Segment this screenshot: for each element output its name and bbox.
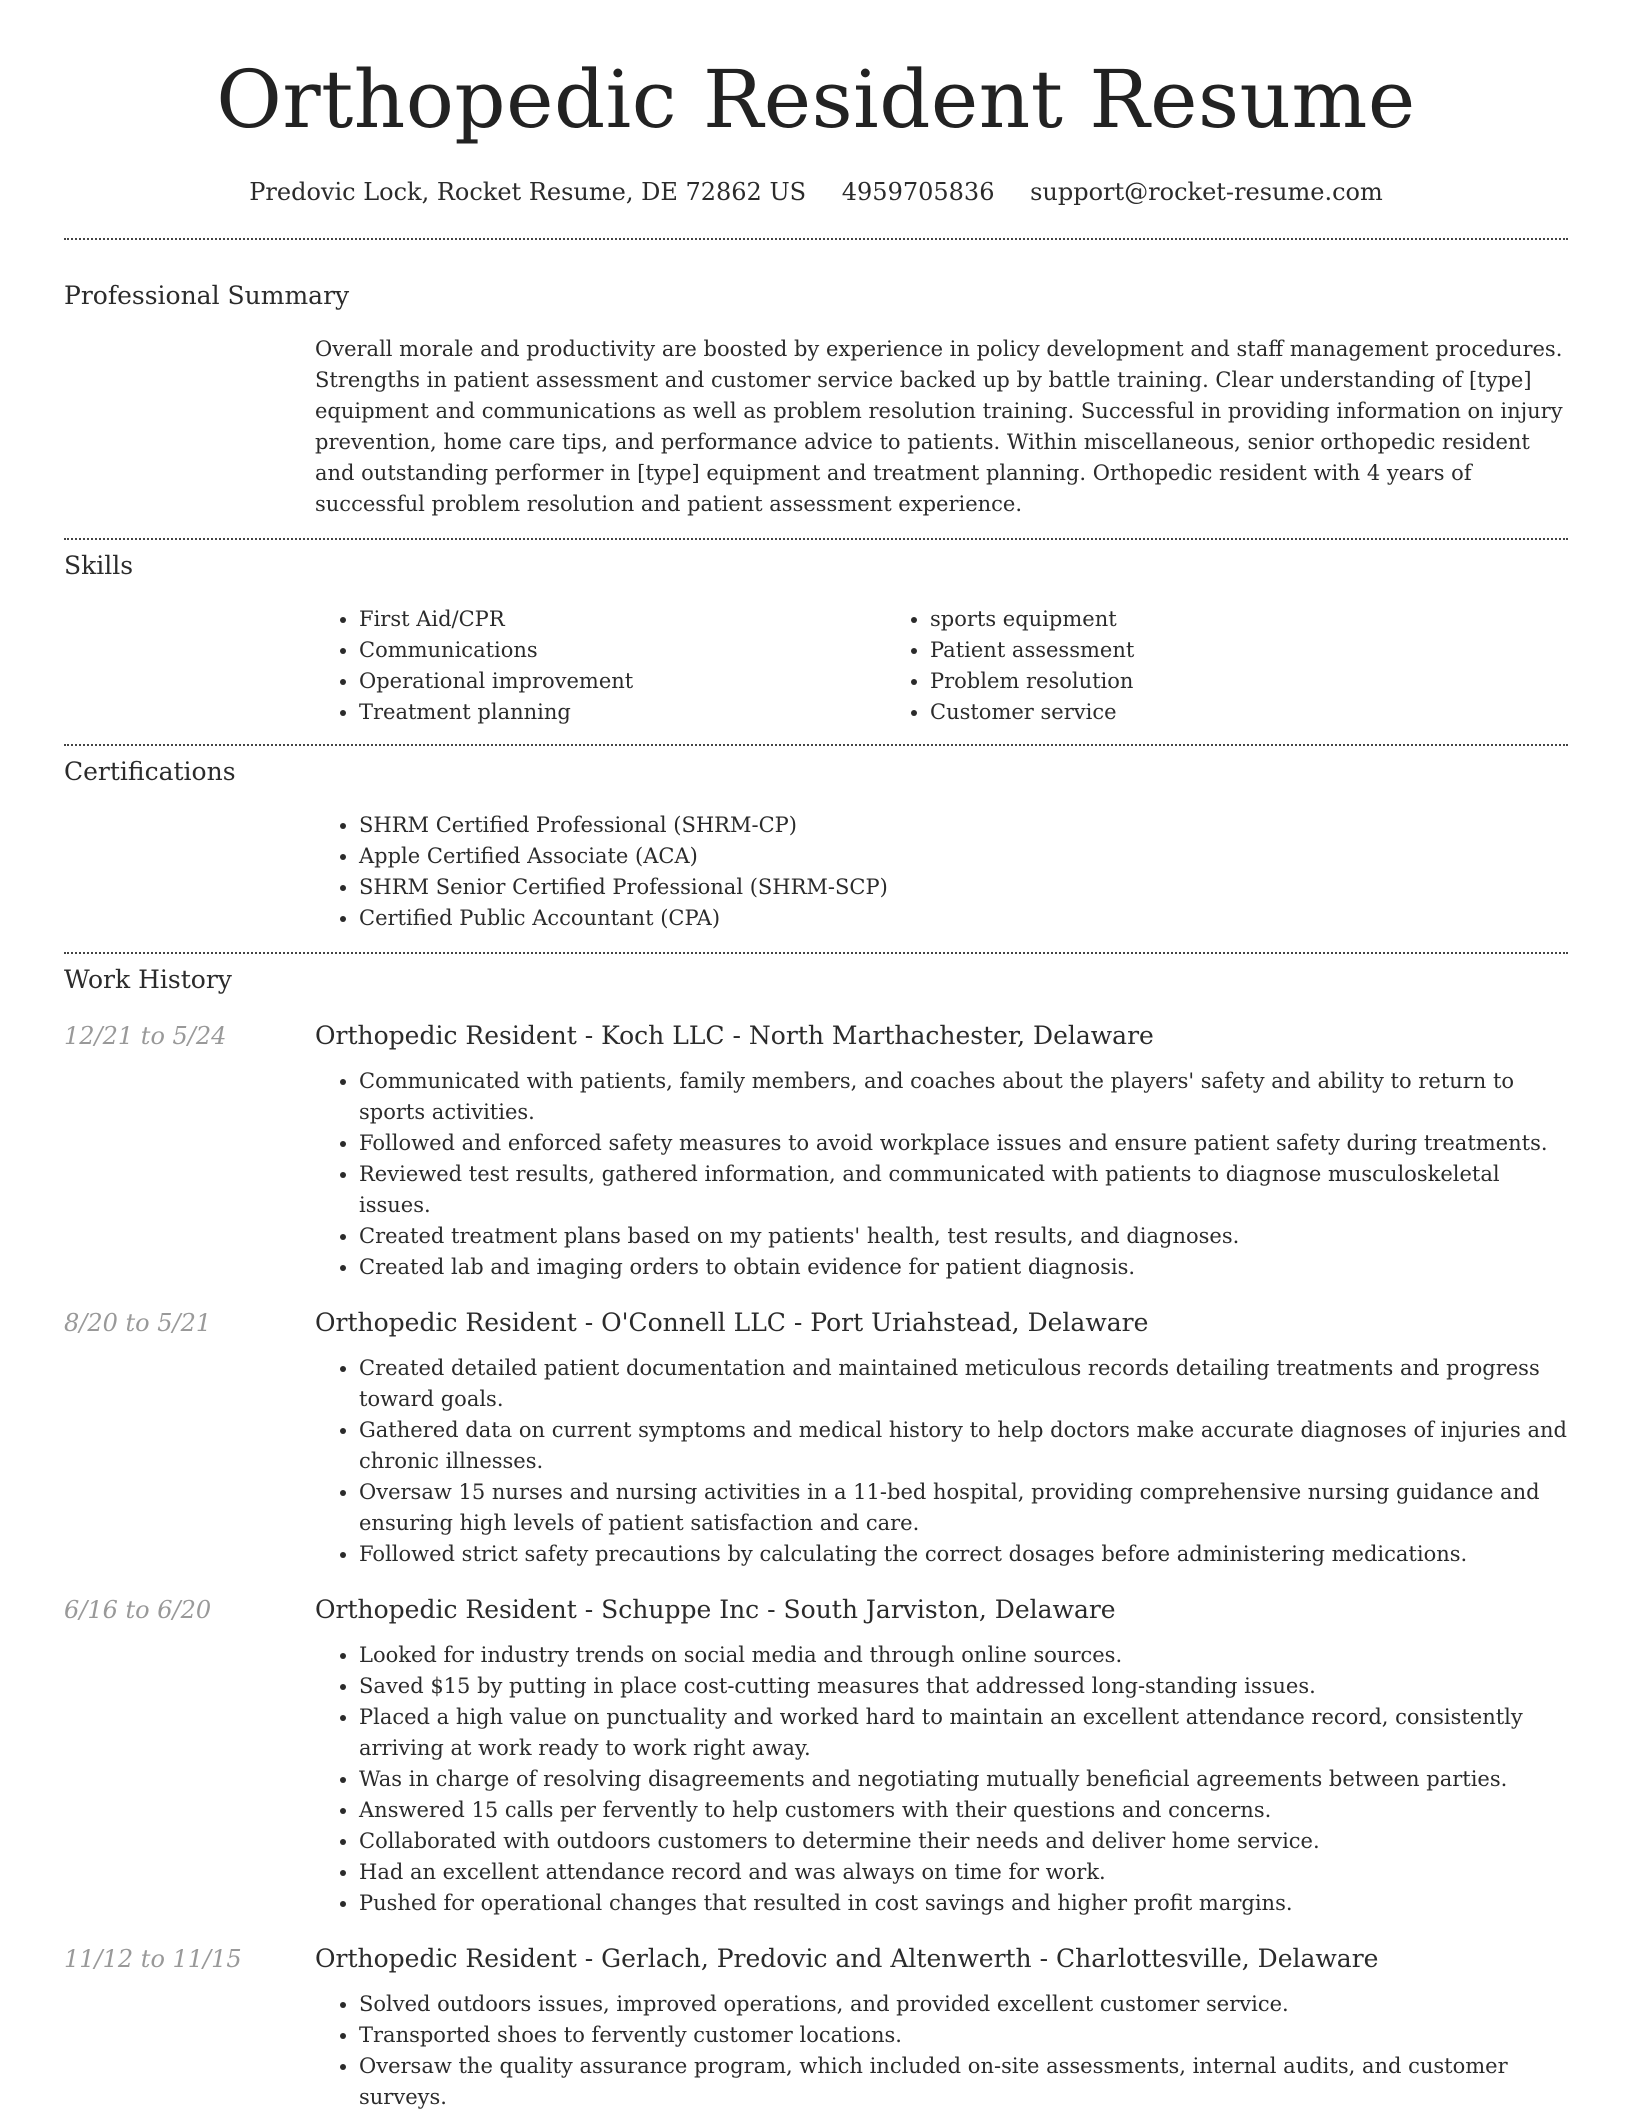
job-dates: 11/12 to 11/15 xyxy=(64,1945,242,1973)
job-bullets xyxy=(315,1640,1568,1919)
contact-phone: 4959705836 xyxy=(841,178,995,206)
certification-item: • SHRM Certified Professional (SHRM-CP) xyxy=(359,810,1568,841)
contact-line xyxy=(64,176,1568,208)
skill-item: • First Aid/CPR xyxy=(359,604,886,635)
job-dates: 12/21 to 5/24 xyxy=(64,1022,227,1050)
job-bullet: • Answered 15 calls per fervently to help customers with their questions and concerns. xyxy=(359,1795,1568,1826)
job-bullet: • Placed a high value on punctuality and worked hard to maintain an excellent attendance record, consistently arriving at work ready to work right away. xyxy=(359,1702,1568,1764)
job-dates: 8/20 to 5/21 xyxy=(64,1309,212,1337)
job-header xyxy=(64,1943,1568,1975)
contact-email: support@rocket-resume.com xyxy=(1030,178,1383,206)
job-header xyxy=(64,1594,1568,1626)
job-bullet: • Created treatment plans based on my patients' health, test results, and diagnoses. xyxy=(359,1221,1568,1252)
job-entry xyxy=(64,1943,1568,2113)
job-bullet: • Followed and enforced safety measures to avoid workplace issues and ensure patient safety during treatments. xyxy=(359,1128,1568,1159)
certifications-heading: Certifications xyxy=(64,757,236,786)
job-title: Orthopedic Resident - Schuppe Inc - South Jarviston, Delaware xyxy=(315,1595,1116,1624)
job-bullets xyxy=(315,1989,1568,2113)
job-bullet: • Collaborated with outdoors customers to determine their needs and deliver home service. xyxy=(359,1826,1568,1857)
certifications-list xyxy=(315,810,1568,934)
job-bullet: • Oversaw the quality assurance program, which included on-site assessments, internal audits, and customer surveys. xyxy=(359,2051,1568,2113)
job-bullet: • Oversaw 15 nurses and nursing activities in a 11-bed hospital, providing comprehensive nursing guidance and ensuring high levels of patient satisfaction and care. xyxy=(359,1477,1568,1539)
skill-item: • Treatment planning xyxy=(359,697,886,728)
work-history-heading: Work History xyxy=(64,965,232,994)
job-bullet: • Gathered data on current symptoms and medical history to help doctors make accurate diagnoses of injuries and chronic illnesses. xyxy=(359,1415,1568,1477)
job-bullet: • Created detailed patient documentation and maintained meticulous records detailing treatments and progress toward goals. xyxy=(359,1353,1568,1415)
job-entry xyxy=(64,1020,1568,1283)
job-title: Orthopedic Resident - Gerlach, Predovic and Altenwerth - Charlottesville, Delaware xyxy=(315,1944,1379,1973)
job-bullet: • Followed strict safety precautions by calculating the correct dosages before administering medications. xyxy=(359,1539,1568,1570)
skill-item: • sports equipment xyxy=(930,604,1457,635)
job-header xyxy=(64,1020,1568,1052)
job-bullet: • Reviewed test results, gathered information, and communicated with patients to diagnose musculoskeletal issues. xyxy=(359,1159,1568,1221)
skills-list xyxy=(315,604,1568,728)
job-bullet: • Had an excellent attendance record and was always on time for work. xyxy=(359,1857,1568,1888)
job-bullet: • Looked for industry trends on social media and through online sources. xyxy=(359,1640,1568,1671)
job-title: Orthopedic Resident - Koch LLC - North Marthachester, Delaware xyxy=(315,1021,1154,1050)
job-bullet: • Pushed for operational changes that resulted in cost savings and higher profit margins. xyxy=(359,1888,1568,1919)
resume-title: Orthopedic Resident Resume xyxy=(216,53,1416,146)
certification-item: • SHRM Senior Certified Professional (SHRM-SCP) xyxy=(359,872,1568,903)
certification-item: • Certified Public Accountant (CPA) xyxy=(359,903,1568,934)
summary-heading: Professional Summary xyxy=(64,281,350,310)
job-header xyxy=(64,1307,1568,1339)
summary-text: Overall morale and productivity are boosted by experience in policy development and staff management procedures. Strengths in patient assessment and customer service backed up by battle training. Clear understanding of [type] equipment and communications as well as problem resolution training. Successful in providing information on injury prevention, home care tips, and performance advice to patients. Within miscellaneous, senior orthopedic resident and outstanding performer in [type] equipment and treatment planning. Orthopedic resident with 4 years of successful problem resolution and patient assessment experience. xyxy=(315,337,1563,516)
resume-page xyxy=(64,0,1568,2113)
contact-address: Predovic Lock, Rocket Resume, DE 72862 US xyxy=(249,178,807,206)
job-bullets xyxy=(315,1066,1568,1283)
job-dates: 6/16 to 6/20 xyxy=(64,1596,212,1624)
job-bullet: • Transported shoes to fervently customer locations. xyxy=(359,2020,1568,2051)
skill-item: • Patient assessment xyxy=(930,635,1457,666)
skill-item: • Customer service xyxy=(930,697,1457,728)
job-bullets xyxy=(315,1353,1568,1570)
skill-item: • Operational improvement xyxy=(359,666,886,697)
job-bullet: • Solved outdoors issues, improved operations, and provided excellent customer service. xyxy=(359,1989,1568,2020)
job-title: Orthopedic Resident - O'Connell LLC - Port Uriahstead, Delaware xyxy=(315,1308,1149,1337)
section-divider xyxy=(64,952,1568,954)
skill-item: • Problem resolution xyxy=(930,666,1457,697)
job-bullet: • Created lab and imaging orders to obtain evidence for patient diagnosis. xyxy=(359,1252,1568,1283)
skills-column-right xyxy=(886,604,1457,728)
job-entry xyxy=(64,1307,1568,1570)
job-entry xyxy=(64,1594,1568,1919)
section-divider xyxy=(64,238,1568,240)
section-divider xyxy=(64,744,1568,746)
skills-column-left xyxy=(315,604,886,728)
skills-heading: Skills xyxy=(64,551,134,580)
job-bullet: • Saved $15 by putting in place cost-cutting measures that addressed long-standing issues. xyxy=(359,1671,1568,1702)
job-bullet: • Communicated with patients, family members, and coaches about the players' safety and ability to return to sports activities. xyxy=(359,1066,1568,1128)
skill-item: • Communications xyxy=(359,635,886,666)
certification-item: • Apple Certified Associate (ACA) xyxy=(359,841,1568,872)
job-bullet: • Was in charge of resolving disagreements and negotiating mutually beneficial agreements between parties. xyxy=(359,1764,1568,1795)
section-divider xyxy=(64,538,1568,540)
